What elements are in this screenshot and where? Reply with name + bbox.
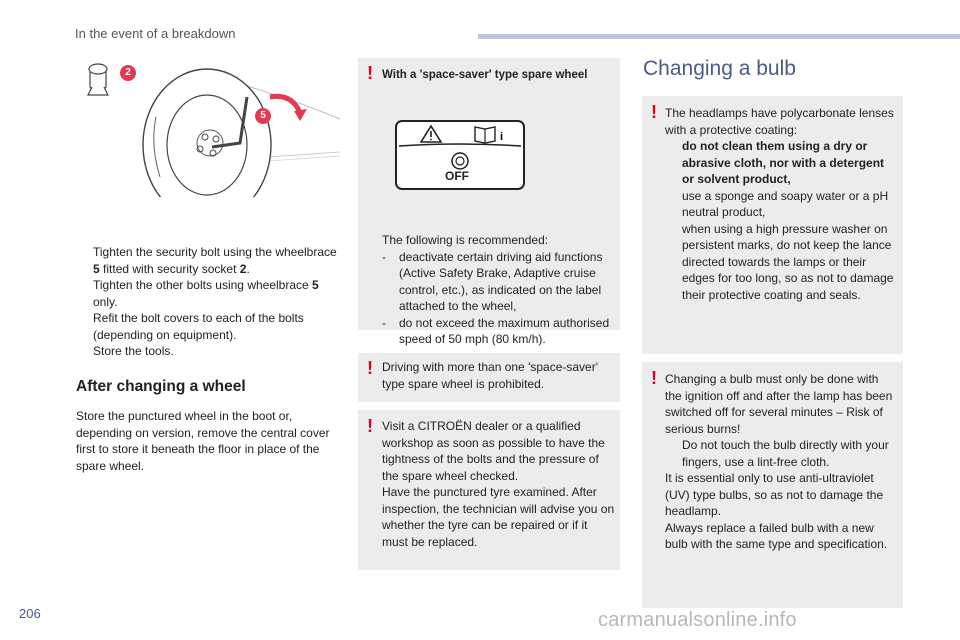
callout-2: 2 [120, 65, 136, 81]
dealer-visit-box [358, 410, 620, 570]
steps-list [76, 244, 346, 360]
watermark: carmanualsonline.info [598, 609, 797, 631]
section-title: In the event of a breakdown [75, 26, 236, 41]
headlamp-care-box [642, 96, 903, 354]
list-item: - do not exceed the maximum authorised speed of 50 mph (80 km/h). [382, 315, 610, 346]
box-paragraph: It is essential only to use anti-ultraviolet (UV) type bulbs, so as not to damage the headlamp. [665, 471, 884, 518]
care-list [665, 138, 897, 303]
multiple-spare-box [358, 353, 620, 402]
recommend-intro: The following is recommended: [382, 233, 549, 247]
box-intro: The headlamps have polycarbonate lenses with a protective coating: [665, 106, 894, 137]
step-item: Tighten the other bolts using wheelbrace 5 only. [93, 278, 319, 309]
after-changing-heading: After changing a wheel [76, 378, 246, 395]
wheel-illustration [72, 57, 344, 197]
step-item: Refit the bolt covers to each of the bolts (depending on equipment). [93, 311, 304, 342]
box-text: Visit a CITROËN dealer or a qualified workshop as soon as possible to have the tightness of the bolts and the pressure of the spare wheel checked. Have the punctured tyre examined. After inspection, the technician will advise you on whether the tyre can be repaired or if it must be replaced. [382, 419, 615, 549]
box-text: Driving with more than one 'space-saver' type spare wheel is prohibited. [382, 360, 599, 391]
list-item: Do not touch the bulb directly with your fingers, use a lint-free cloth. [682, 438, 889, 469]
box-intro: Changing a bulb must only be done with the ignition off and after the lamp has been switched off for several minutes – Risk of serious burns! [665, 372, 893, 436]
page-number: 206 [19, 606, 41, 621]
warning-icon: ! [367, 358, 373, 378]
warning-icon: ! [651, 102, 657, 122]
list-item: - deactivate certain driving aid functions (Active Safety Brake, Adaptive cruise control, etc.), as indicated on the label attached to the wheel, [382, 249, 603, 313]
header-bar [478, 34, 960, 39]
step-item: Store the tools. [93, 344, 174, 358]
list-item: when using a high pressure washer on persistent marks, do not keep the lance directed towards the lamps or their edges for too long, so as not to damage their protective coating and seals. [682, 221, 894, 302]
changing-bulb-heading: Changing a bulb [643, 57, 796, 80]
step-item: Tighten the security bolt using the wheelbrace 5 fitted with security socket 2. [93, 245, 337, 276]
bulb-change-box [642, 362, 903, 608]
recommend-list [382, 249, 614, 348]
warning-icon: ! [367, 63, 373, 83]
after-changing-body: Store the punctured wheel in the boot or, depending on version, remove the central cover first to store it beneath the floor in place of the spare wheel. [76, 409, 330, 473]
bulb-list [665, 437, 897, 470]
box-title: With a 'space-saver' type spare wheel [382, 69, 588, 81]
warning-icon: ! [651, 368, 657, 388]
list-item: do not clean them using a dry or abrasive cloth, nor with a detergent or solvent product, [682, 139, 885, 186]
list-item: use a sponge and soapy water or a pH neutral product, [682, 188, 889, 219]
box-paragraph: Always replace a failed bulb with a new bulb with the same type and specification. [665, 520, 888, 551]
warning-icon: ! [367, 416, 373, 436]
off-label: OFF [445, 169, 469, 183]
space-saver-box [358, 58, 620, 346]
callout-5: 5 [255, 108, 271, 124]
svg-text:i: i [500, 131, 504, 143]
